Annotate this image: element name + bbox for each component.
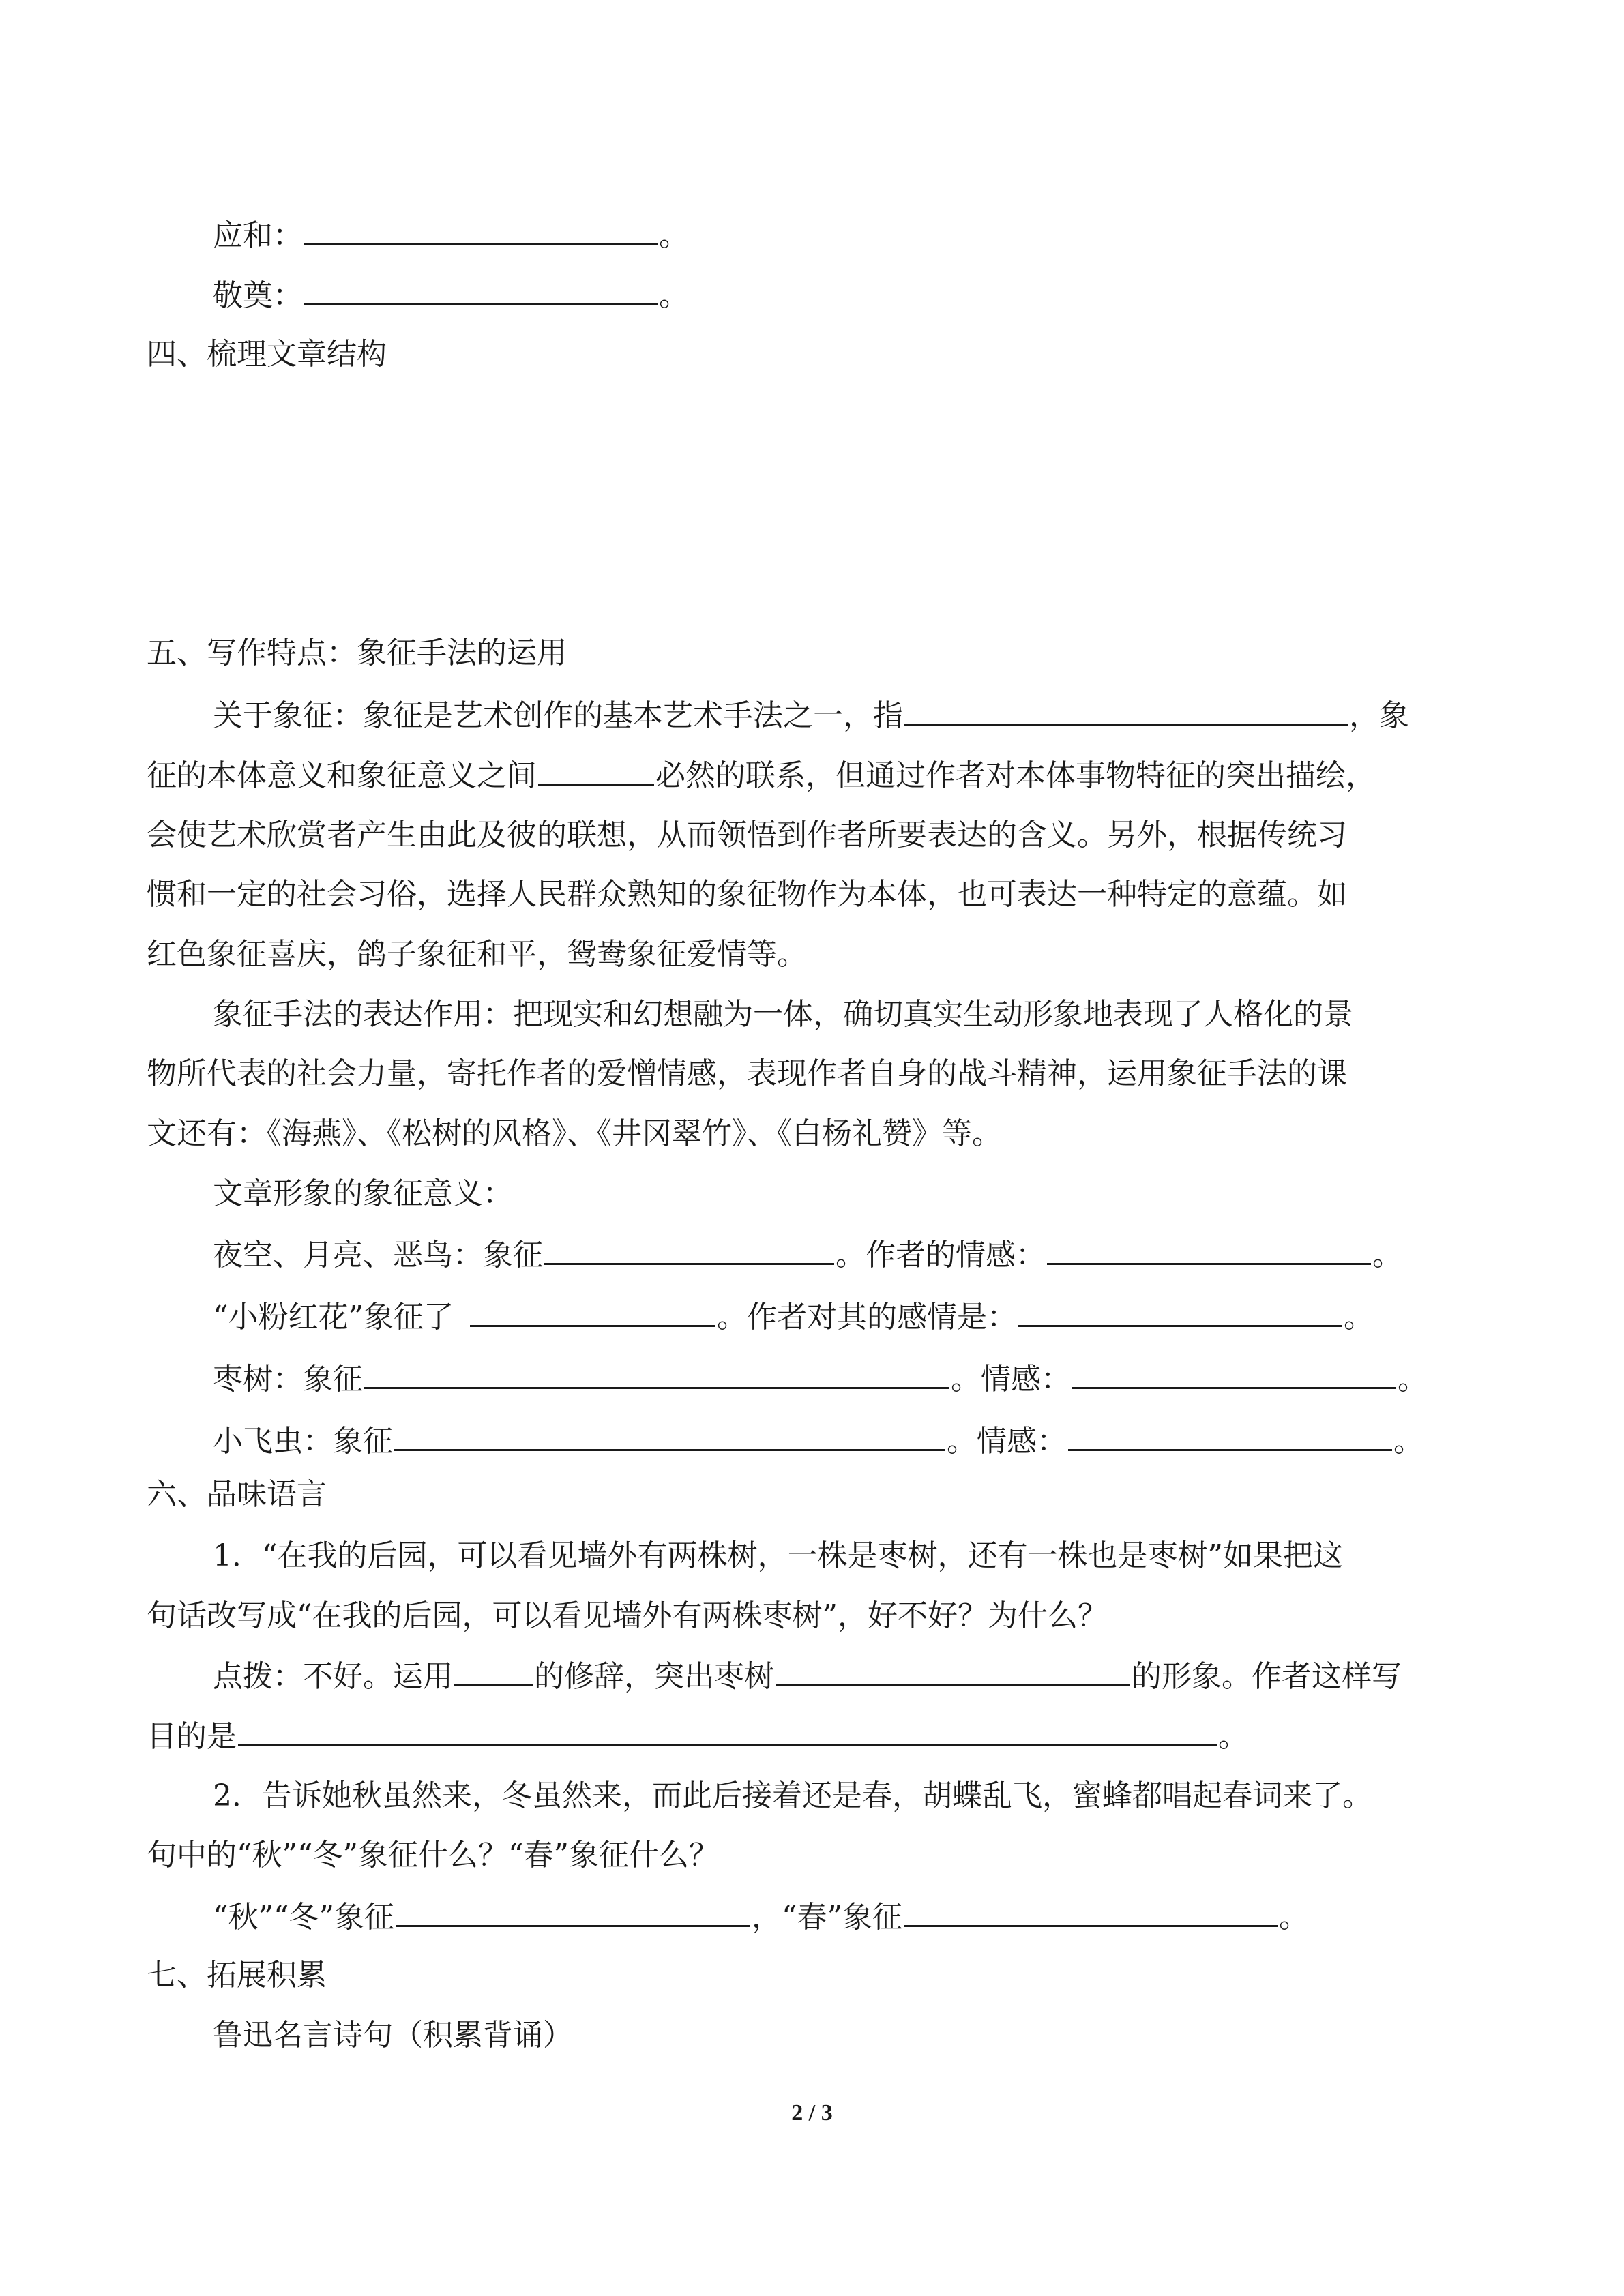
vocab-jingdian-line — [213, 276, 689, 315]
period: 。 — [1393, 1424, 1423, 1459]
para-symbol-line4: 惯和一定的社会习俗，选择人民群众熟知的象征物作为本体，也可表达一种特定的意蕴。如 — [147, 877, 1347, 912]
symbol-row-flower — [213, 1298, 1374, 1337]
period: 。 — [1344, 1300, 1374, 1335]
text: 征的本体意义和象征意义之间 — [147, 758, 537, 793]
date-tree-emotion-blank[interactable] — [1072, 1360, 1396, 1389]
page-number: 2 / 3 — [791, 2100, 833, 2126]
text: ，“春”象征 — [751, 1900, 902, 1935]
vocab-jingdian-label: 敬奠： — [213, 278, 303, 313]
hint-line2 — [147, 1717, 1248, 1756]
text: 枣树：象征 — [213, 1362, 363, 1397]
symbol-row-date-tree — [213, 1360, 1428, 1399]
symbol-meaning-title: 文章形象的象征意义： — [213, 1176, 513, 1211]
text: “小粉红花”象征了 — [213, 1300, 454, 1335]
para-symbol-line1 — [213, 696, 1409, 735]
para-function-line2: 物所代表的社会力量，寄托作者的爱憎情感，表现作者自身的战斗精神，运用象征手法的课 — [147, 1056, 1347, 1091]
date-tree-symbol-blank[interactable] — [364, 1360, 949, 1389]
section-7-subtitle: 鲁迅名言诗句（积累背诵） — [213, 2018, 573, 2053]
flower-symbol-blank[interactable] — [470, 1298, 715, 1327]
text: 。情感： — [951, 1362, 1071, 1397]
symbol-row-insect — [213, 1422, 1423, 1461]
flower-emotion-blank[interactable] — [1018, 1298, 1342, 1327]
date-tree-image-blank[interactable] — [776, 1657, 1130, 1686]
spring-blank[interactable] — [904, 1898, 1278, 1927]
autumn-winter-blank[interactable] — [396, 1898, 750, 1927]
para-function-line3: 文还有：《海燕》、《松树的风格》、《井冈翠竹》、《白杨礼赞》等。 — [147, 1116, 1002, 1151]
question-2-line2: 句中的“秋”“冬”象征什么？“春”象征什么？ — [147, 1838, 719, 1873]
purpose-blank[interactable] — [238, 1717, 1217, 1746]
text: 必然的联系，但通过作者对本体事物特征的突出描绘， — [655, 758, 1376, 793]
text: 关于象征：象征是艺术创作的基本艺术手法之一，指 — [213, 698, 903, 733]
text: 小飞虫：象征 — [213, 1424, 393, 1459]
hint-line1 — [213, 1657, 1402, 1696]
text: 夜空、月亮、恶鸟：象征 — [213, 1238, 543, 1272]
vocab-yinghe-blank[interactable] — [304, 216, 658, 245]
vocab-jingdian-blank[interactable] — [304, 276, 658, 305]
question-1-line2: 句话改写成“在我的后园，可以看见墙外有两株枣树”，好不好？为什么？ — [147, 1598, 1108, 1633]
text: “秋”“冬”象征 — [213, 1900, 394, 1935]
period: 。 — [1372, 1238, 1402, 1272]
period: 。 — [1278, 1900, 1309, 1935]
para-function-line1: 象征手法的表达作用：把现实和幻想融为一体，确切真实生动形象地表现了人格化的景 — [213, 997, 1353, 1032]
period: 。 — [1218, 1719, 1248, 1754]
period: 。 — [659, 218, 689, 253]
rhetoric-blank[interactable] — [454, 1657, 533, 1686]
text: 。情感： — [947, 1424, 1067, 1459]
symbol-row-night — [213, 1236, 1402, 1274]
text: 的形象。作者这样写 — [1132, 1659, 1402, 1694]
vocab-yinghe-line — [213, 216, 689, 255]
symbol-definition-blank[interactable] — [904, 696, 1348, 726]
section-4-heading: 四、梳理文章结构 — [147, 337, 387, 372]
question-1-line1: 1．“在我的后园，可以看见墙外有两株树，一株是枣树，还有一株也是枣树”如果把这 — [213, 1538, 1343, 1573]
night-emotion-blank[interactable] — [1047, 1236, 1371, 1265]
symbol-relation-blank[interactable] — [538, 756, 654, 786]
text: 。作者对其的感情是： — [717, 1300, 1017, 1335]
text: 的修辞，突出枣树 — [534, 1659, 774, 1694]
period: 。 — [1398, 1362, 1428, 1397]
section-5-heading: 五、写作特点：象征手法的运用 — [147, 636, 567, 670]
para-symbol-line3: 会使艺术欣赏者产生由此及彼的联想，从而领悟到作者所要表达的含义。另外，根据传统习 — [147, 818, 1347, 852]
insect-emotion-blank[interactable] — [1068, 1422, 1392, 1451]
para-symbol-line5: 红色象征喜庆，鸽子象征和平，鸳鸯象征爱情等。 — [147, 937, 807, 972]
answer-seasons-line — [213, 1898, 1309, 1937]
vocab-yinghe-label: 应和： — [213, 218, 303, 253]
night-symbol-blank[interactable] — [544, 1236, 834, 1265]
insect-symbol-blank[interactable] — [394, 1422, 945, 1451]
section-6-heading: 六、品味语言 — [147, 1477, 327, 1512]
period: 。 — [659, 278, 689, 313]
text: ，象 — [1349, 698, 1409, 733]
section-7-heading: 七、拓展积累 — [147, 1958, 327, 1993]
text: 。作者的情感： — [836, 1238, 1046, 1272]
para-symbol-line2 — [147, 756, 1376, 795]
text: 点拨：不好。运用 — [213, 1659, 453, 1694]
question-2-line1: 2．告诉她秋虽然来，冬虽然来，而此后接着还是春，胡蝶乱飞，蜜蜂都唱起春词来了。 — [213, 1778, 1372, 1813]
text: 目的是 — [147, 1719, 237, 1754]
